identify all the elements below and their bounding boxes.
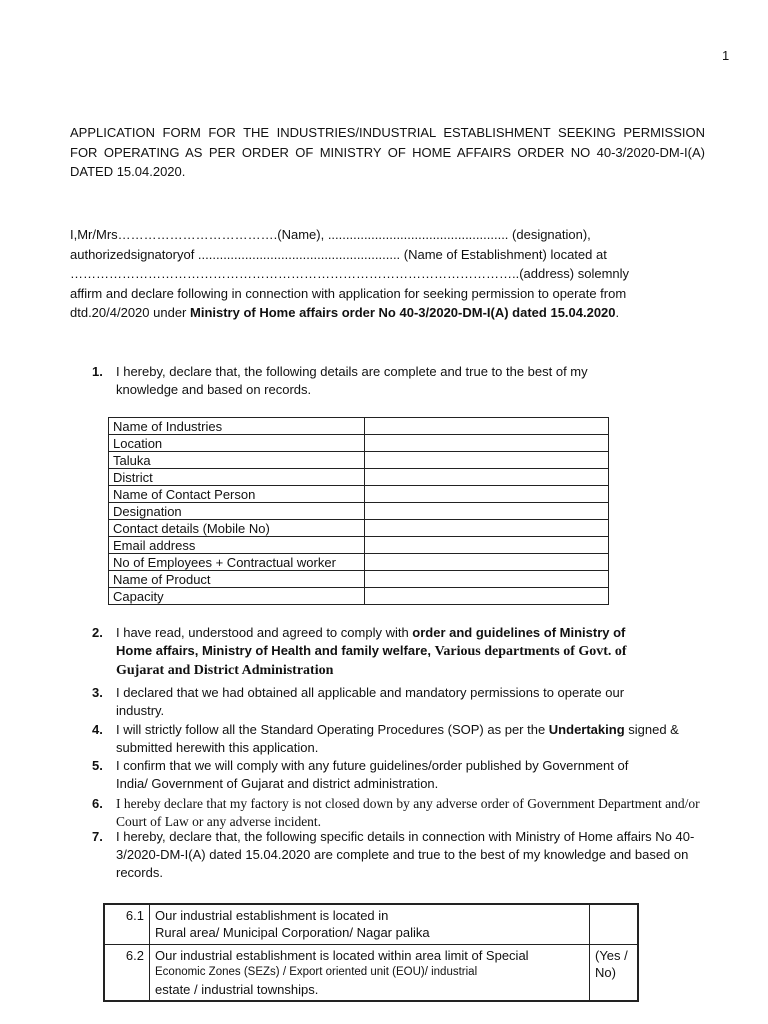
description-line: Economic Zones (SEZs) / Export oriented unit (EOU)/ industrial [155, 965, 478, 978]
item-bold-text: order and guidelines of Ministry of Home affairs, Ministry of Health and family welfare, [116, 625, 626, 658]
list-item-1 [92, 363, 632, 399]
row-description [150, 944, 590, 1001]
item-bold-text: Various departments of Govt. of Gujarat and District Administration [116, 644, 627, 678]
item-text: I hereby declare that my factory is not closed down by any adverse order of Government Department and/or Court of Law or any adverse incident. [116, 796, 700, 829]
field-label: District [109, 469, 365, 486]
declaration-line [70, 303, 710, 323]
field-label: Name of Contact Person [109, 486, 365, 503]
description-line: Rural area/ Municipal Corporation/ Nagar palika [155, 925, 430, 940]
specific-details-table [103, 903, 639, 1002]
table-row [109, 452, 609, 469]
field-value[interactable] [365, 503, 609, 520]
details-table [108, 417, 609, 605]
order-reference: Ministry of Home affairs order No 40-3/2020-DM-I(A) dated 15.04.2020 [190, 305, 616, 320]
list-item-2 [92, 624, 652, 680]
page-number: 1 [722, 48, 730, 63]
field-value[interactable] [365, 435, 609, 452]
declaration-text: dtd.20/4/2020 under [70, 305, 190, 320]
row-number: 6.1 [104, 904, 150, 944]
field-value[interactable] [365, 452, 609, 469]
item-text: I hereby, declare that, the following specific details in connection with Ministry of Home affairs No 40-3/2020-DM-I(A) dated 15.04.2020 are complete and true to the best of my knowledge and based on records. [116, 829, 695, 880]
field-value[interactable] [365, 571, 609, 588]
field-value[interactable] [365, 469, 609, 486]
description-line: Our industrial establishment is located in [155, 908, 389, 923]
declaration-line: affirm and declare following in connection with application for seeking permission to operate from [70, 285, 627, 301]
form-title: APPLICATION FORM FOR THE INDUSTRIES/INDUSTRIAL ESTABLISHMENT SEEKING PERMISSION FOR OPERATING AS PER ORDER OF MINISTRY OF HOME AFFAIRS ORDER NO 40-3/2020-DM-I(A) DATED 15.04.2020. [70, 125, 705, 179]
declaration-line: authorizedsignatoryof ........................................................ (Name of Establishment) located at [70, 246, 607, 262]
row-description [150, 904, 590, 944]
item-text: I hereby, declare that, the following details are complete and true to the best of my knowledge and based on records. [116, 364, 588, 397]
list-item-3 [92, 684, 652, 720]
description-line: estate / industrial townships. [155, 981, 319, 997]
list-item-6 [92, 795, 732, 831]
list-item-4 [92, 721, 712, 757]
item-text: I confirm that we will comply with any future guidelines/order published by Government of India/ Government of Gujarat and district administration. [116, 758, 629, 791]
row-number: 6.2 [104, 944, 150, 1001]
field-value[interactable] [365, 588, 609, 605]
field-label: Taluka [109, 452, 365, 469]
item-bold-text: Undertaking [548, 722, 625, 737]
item-text: I will strictly follow all the Standard Operating Procedures (SOP) as per the [116, 722, 549, 737]
table-row [104, 904, 638, 944]
declaration-line: I,Mr/Mrs……………………………….(Name), .................................................. (designation), [70, 227, 591, 242]
item-number: 3. [92, 685, 103, 700]
table-row [109, 503, 609, 520]
field-label: No of Employees + Contractual worker [109, 554, 365, 571]
table-row [109, 588, 609, 605]
table-row [109, 554, 609, 571]
item-number: 6. [92, 796, 103, 811]
item-number: 2. [92, 625, 103, 640]
table-row [104, 944, 638, 1001]
table-row [109, 537, 609, 554]
table-row [109, 435, 609, 452]
field-value[interactable] [365, 418, 609, 435]
item-text: I declared that we had obtained all applicable and mandatory permissions to operate our industry. [116, 685, 625, 718]
field-label: Location [109, 435, 365, 452]
table-row [109, 571, 609, 588]
field-label: Name of Product [109, 571, 365, 588]
field-label: Name of Industries [109, 418, 365, 435]
declaration-paragraph [70, 225, 710, 323]
answer-cell[interactable] [590, 904, 639, 944]
description-line: Our industrial establishment is located within area limit of Special [155, 947, 529, 963]
table-row [109, 520, 609, 537]
answer-cell[interactable]: (Yes / No) [590, 944, 639, 1001]
item-number: 4. [92, 722, 103, 737]
field-value[interactable] [365, 486, 609, 503]
declaration-text: . [615, 305, 620, 320]
list-item-7 [92, 828, 722, 882]
item-text: I have read, understood and agreed to comply with [116, 625, 413, 640]
field-value[interactable] [365, 520, 609, 537]
list-item-5 [92, 757, 652, 793]
table-row [109, 418, 609, 435]
declaration-line: …………………………………………………………………………………………..(address) solemnly [70, 266, 630, 281]
item-number: 1. [92, 364, 103, 379]
item-number: 5. [92, 758, 103, 773]
field-label: Designation [109, 503, 365, 520]
item-number: 7. [92, 829, 103, 844]
field-label: Email address [109, 537, 365, 554]
field-value[interactable] [365, 554, 609, 571]
field-label: Capacity [109, 588, 365, 605]
field-value[interactable] [365, 537, 609, 554]
table-row [109, 486, 609, 503]
item-text: signed & submitted herewith this application. [116, 722, 679, 755]
table-row [109, 469, 609, 486]
field-label: Contact details (Mobile No) [109, 520, 365, 537]
